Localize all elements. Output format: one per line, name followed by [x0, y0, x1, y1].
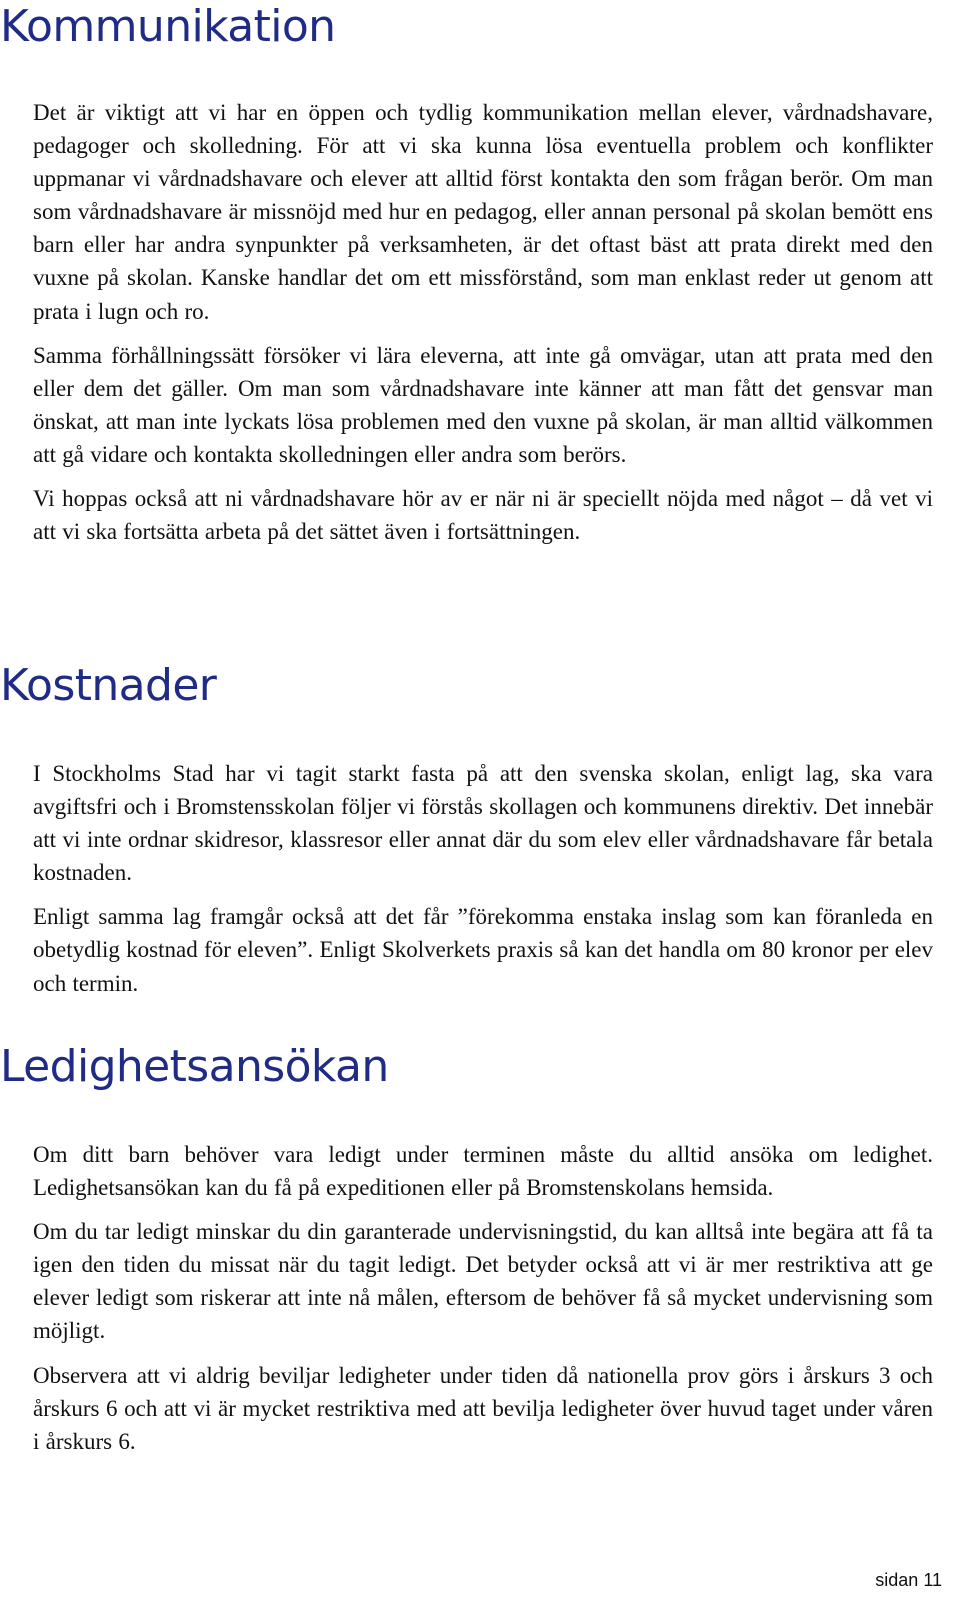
paragraph: I Stockholms Stad har vi tagit starkt fasta på att den svenska skolan, enligt lag, ska vara avgiftsfri och i Bromstensskolan följer vi förstås skollagen och kommunens direktiv. Det innebär att vi inte ordnar skidresor, klassresor eller annat där du som elev eller vårdnadshavare får betala kostnaden. [33, 761, 933, 886]
paragraph: Det är viktigt att vi har en öppen och tydlig kommunikation mellan elever, vårdnadshavare, pedagoger och skolledning. För att vi ska kunna lösa eventuella problem och konflikter uppmanar vi vårdnadshavare och elever att alltid först kontakta den som frågan berör. Om man som vårdnadshavare är missnöjd med hur en pedagog, eller annan personal på skolan bemött ens barn eller har andra synpunkter på verksamheten, är det oftast bäst att prata direkt med den vuxne på skolan. Kanske handlar det om ett missförstånd, som man enklast reder ut genom att prata i lugn och ro. [33, 100, 933, 324]
paragraph: Om du tar ledigt minskar du din garanterade undervisningstid, du kan alltså inte begära att få ta igen den tiden du missat när du tagit ledigt. Det betyder också att vi är mer restriktiva att ge elever ledigt som riskerar att inte nå målen, eftersom de behöver få så mycket undervisning som möjligt. [33, 1219, 933, 1344]
heading-ledighetsansokan: Ledighetsansökan [0, 1041, 389, 1092]
paragraph: Om ditt barn behöver vara ledigt under terminen måste du alltid ansöka om ledighet. Ledighetsansökan kan du få på expeditionen eller på Bromstenskolans hemsida. [33, 1142, 933, 1201]
paragraph: Vi hoppas också att ni vårdnadshavare hör av er när ni är speciellt nöjda med något – då vet vi att vi ska fortsätta arbeta på det sättet även i fortsättningen. [33, 486, 933, 545]
section-kommunikation-body [33, 96, 933, 548]
heading-kommunikation: Kommunikation [0, 1, 336, 52]
paragraph: Samma förhållningssätt försöker vi lära eleverna, att inte gå omvägar, utan att prata med den eller dem det gäller. Om man som vårdnadshavare inte känner att man fått det gensvar man önskat, att man inte lyckats lösa problemen med den vuxne på skolan, är man alltid välkommen att gå vidare och kontakta skolledningen eller andra som berörs. [33, 342, 933, 467]
paragraph: Enligt samma lag framgår också att det får ”förekomma enstaka inslag som kan föranleda en obetydlig kostnad för eleven”. Enligt Skolverkets praxis så kan det handla om 80 kronor per elev och termin. [33, 904, 933, 996]
section-ledighetsansokan-body [33, 1138, 933, 1458]
page-number: sidan 11 [875, 1570, 942, 1590]
paragraph: Observera att vi aldrig beviljar ledigheter under tiden då nationella prov görs i årskurs 3 och årskurs 6 och att vi är mycket restriktiva med att bevilja ledigheter över huvud taget under våren i årskurs 6. [33, 1362, 933, 1454]
heading-kostnader: Kostnader [0, 660, 217, 711]
section-kostnader-body [33, 757, 933, 1000]
